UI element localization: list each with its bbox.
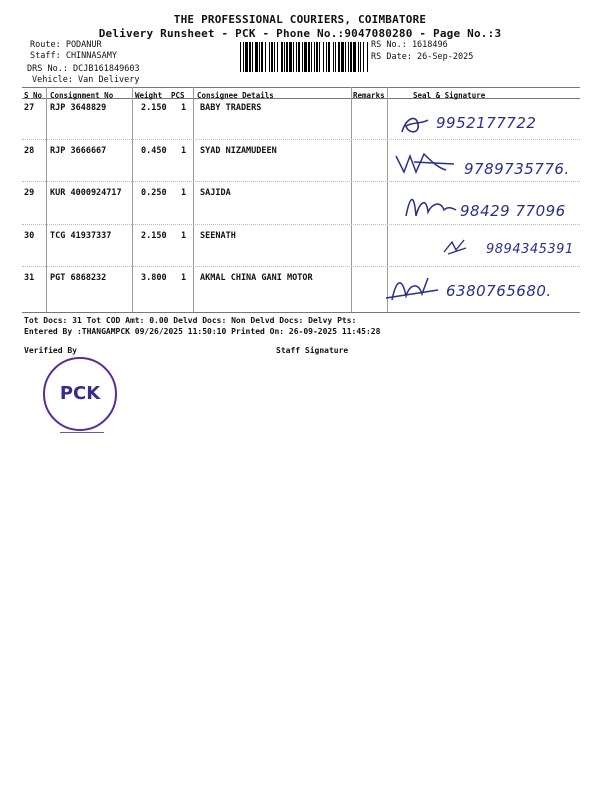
cell-consignment: TCG 41937337 xyxy=(50,231,112,241)
cell-sno: 28 xyxy=(24,146,35,156)
cell-pcs: 1 xyxy=(181,188,187,198)
col-header-pcs: PCS xyxy=(171,91,185,100)
signature-scribble xyxy=(394,150,458,180)
stamp-underline xyxy=(60,432,104,433)
row-separator xyxy=(22,266,580,267)
cell-weight: 0.450 xyxy=(141,146,167,156)
cell-consignment: PGT 6868232 xyxy=(50,273,107,283)
cell-pcs: 1 xyxy=(181,103,187,113)
table-bottom-rule xyxy=(22,312,580,313)
col-header-consignment: Consignment No xyxy=(50,91,114,100)
col-header-weight: Weight xyxy=(135,91,163,100)
rs-date: RS Date: 26-Sep-2025 xyxy=(371,52,474,62)
company-title: THE PROFESSIONAL COURIERS, COIMBATORE xyxy=(173,13,427,26)
cell-sno: 30 xyxy=(24,231,35,241)
signature-scribble xyxy=(400,186,458,226)
cell-consignee: SAJIDA xyxy=(200,188,231,198)
cell-pcs: 1 xyxy=(181,146,187,156)
signature-scribble xyxy=(384,270,442,306)
entered-by-line: Entered By :THANGAMPCK 09/26/2025 11:50:10 Printed On: 26-09-2025 11:45:28 xyxy=(24,327,381,336)
cell-consignee: SYAD NIZAMUDEEN xyxy=(200,146,277,156)
column-divider xyxy=(351,87,352,312)
cell-sno: 27 xyxy=(24,103,35,113)
cell-sno: 31 xyxy=(24,273,35,283)
cell-consignment: RJP 3648829 xyxy=(50,103,107,113)
cell-consignee: BABY TRADERS xyxy=(200,103,262,113)
cell-sno: 29 xyxy=(24,188,35,198)
cell-consignee: SEENATH xyxy=(200,231,236,241)
signature-phone: 98429 77096 xyxy=(460,202,566,220)
column-divider xyxy=(132,87,133,312)
column-divider xyxy=(46,87,47,312)
signature-scribble xyxy=(398,112,432,138)
cell-pcs: 1 xyxy=(181,273,187,283)
vehicle-label: Vehicle: Van Delivery xyxy=(32,75,140,85)
signature-phone: 6380765680. xyxy=(446,282,552,300)
row-separator xyxy=(22,224,580,225)
column-divider xyxy=(193,87,194,312)
cell-pcs: 1 xyxy=(181,231,187,241)
row-separator xyxy=(22,139,580,140)
table-top-rule xyxy=(22,87,580,88)
row-separator xyxy=(22,181,580,182)
col-header-sno: S No xyxy=(24,91,43,100)
signature-phone: 9789735776. xyxy=(464,160,570,178)
signature-scribble xyxy=(442,236,470,258)
totals-line: Tot Docs: 31 Tot COD Amt: 0.00 Delvd Docs: Non Delvd Docs: Delvy Pts: xyxy=(24,316,357,325)
cell-consignee: AKMAL CHINA GANI MOTOR xyxy=(200,273,313,283)
stamp-text: PCK xyxy=(59,383,101,404)
cell-consignment: RJP 3666667 xyxy=(50,146,107,156)
rs-number: RS No.: 1618496 xyxy=(371,40,448,50)
signature-phone: 9952177722 xyxy=(436,114,537,132)
cell-weight: 0.250 xyxy=(141,188,167,198)
signature-phone: 9894345391 xyxy=(486,242,574,257)
route-label: Route: PODANUR xyxy=(30,40,102,50)
pck-stamp xyxy=(38,352,122,436)
staff-label: Staff: CHINNASAMY xyxy=(30,51,117,61)
verified-by-label: Verified By xyxy=(24,346,77,355)
col-header-remarks: Remarks xyxy=(353,91,385,100)
staff-signature-label: Staff Signature xyxy=(276,346,349,355)
col-header-consignee: Consignee Details xyxy=(197,91,274,100)
drs-number: DRS No.: DCJB161849603 xyxy=(27,64,140,74)
barcode-image xyxy=(240,42,368,72)
cell-weight: 2.150 xyxy=(141,231,167,241)
col-header-signature: Seal & Signature xyxy=(413,91,486,100)
cell-weight: 2.150 xyxy=(141,103,167,113)
runsheet-subtitle: Delivery Runsheet - PCK - Phone No.:9047080280 - Page No.:3 xyxy=(98,27,502,40)
cell-weight: 3.800 xyxy=(141,273,167,283)
cell-consignment: KUR 4000924717 xyxy=(50,188,122,198)
